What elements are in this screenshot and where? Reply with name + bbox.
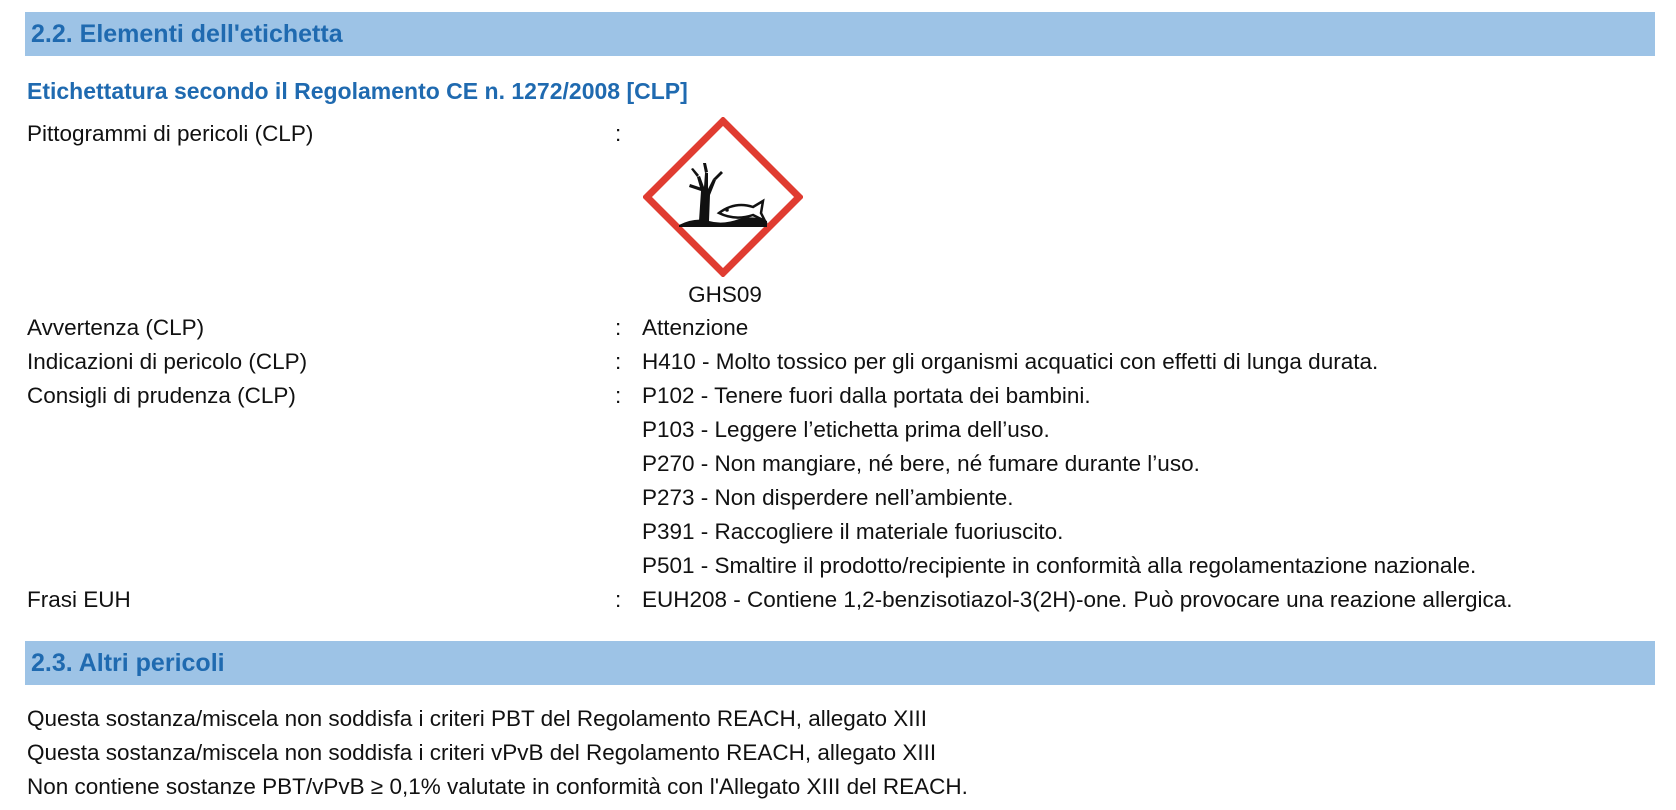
precautionary-statement-p391: P391 - Raccogliere il materiale fuoriuscito. [642,519,1064,544]
precautionary-row-p391 [27,515,1647,549]
euh-phrases-label: Frasi EUH [27,587,131,612]
environment-hazard-icon [643,117,803,277]
precautionary-statement-p102: P102 - Tenere fuori dalla portata dei bambini. [642,383,1091,408]
signal-word-label: Avvertenza (CLP) [27,315,205,340]
precautionary-row-p270 [27,447,1647,481]
euh-phrase-euh208: EUH208 - Contiene 1,2-benzisotiazol-3(2H)-one. Può provocare una reazione allergica. [642,587,1513,612]
clp-subheading: Etichettatura secondo il Regolamento CE n. 1272/2008 [CLP] [27,78,688,104]
hazard-statements-label: Indicazioni di pericolo (CLP) [27,349,308,374]
pictograms-label: Pittogrammi di pericoli (CLP) [27,121,314,146]
separator: : [615,587,622,612]
section-header-2-2 [25,12,1655,56]
pictograms-row [27,117,1647,151]
hazard-statements-row [27,345,1647,379]
section-header-2-3 [25,641,1655,685]
precautionary-row-p103 [27,413,1647,447]
precautionary-statements-row [27,379,1647,413]
separator: : [615,121,622,146]
precautionary-statement-p270: P270 - Non mangiare, né bere, né fumare durante l’uso. [642,451,1200,476]
precautionary-statement-p103: P103 - Leggere l’etichetta prima dell’uso. [642,417,1050,442]
separator: : [615,383,622,408]
signal-word-row [27,311,1647,345]
precautionary-statement-p273: P273 - Non disperdere nell’ambiente. [642,485,1014,510]
signal-word-value: Attenzione [642,315,749,340]
precautionary-statement-p501: P501 - Smaltire il prodotto/recipiente in conformità alla regolamentazione nazionale. [642,553,1477,578]
other-hazards-vpvb-line: Questa sostanza/miscela non soddisfa i criteri vPvB del Regolamento REACH, allegato XIII [27,740,937,765]
precautionary-statements-label: Consigli di prudenza (CLP) [27,383,296,408]
pictogram-code: GHS09 [688,282,762,307]
euh-phrases-row [27,583,1647,617]
separator: : [615,349,622,374]
separator: : [615,315,622,340]
precautionary-row-p501 [27,549,1647,583]
section-title: 2.3. Altri pericoli [31,648,225,677]
other-hazards-threshold-line: Non contiene sostanze PBT/vPvB ≥ 0,1% valutate in conformità con l'Allegato XIII del REACH. [27,774,968,799]
precautionary-row-p273 [27,481,1647,515]
hazard-statement-h410: H410 - Molto tossico per gli organismi acquatici con effetti di lunga durata. [642,349,1379,374]
ghs09-pictogram-svg [643,117,803,277]
other-hazards-pbt-line: Questa sostanza/miscela non soddisfa i criteri PBT del Regolamento REACH, allegato XIII [27,706,928,731]
section-title: 2.2. Elementi dell'etichetta [31,19,343,48]
